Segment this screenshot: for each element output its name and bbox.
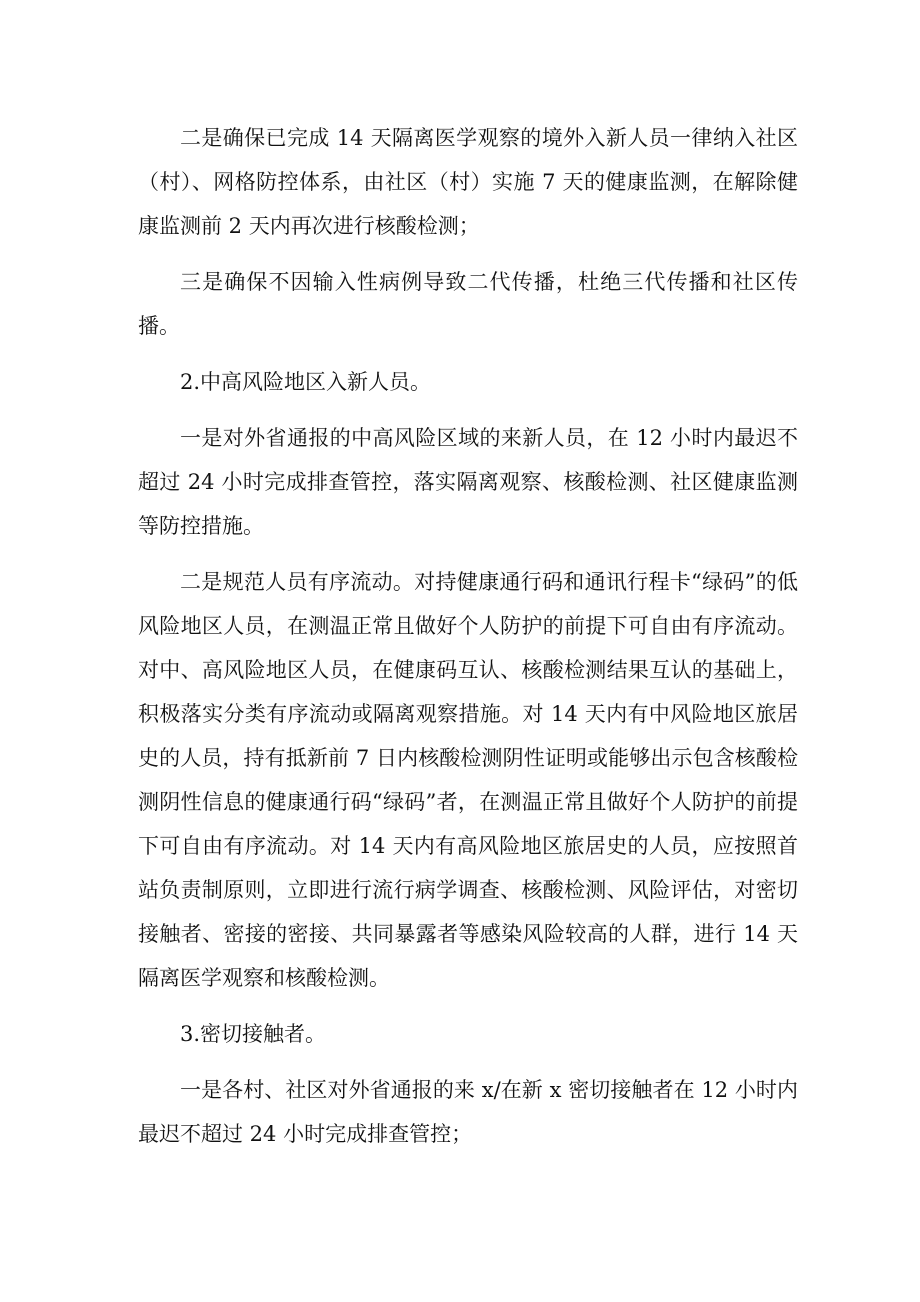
paragraph-5: 一是各村、社区对外省通报的来 x/在新 x 密切接触者在 12 小时内最迟不超过 24 小时完成排查管控； <box>138 1078 798 1146</box>
paragraph-4: 二是规范人员有序流动。对持健康通行码和通讯行程卡“绿码”的低风险地区人员，在测温正常且做好个人防护的前提下可自由有序流动。对中、高风险地区人员，在健康码互认、核酸检测结果互认的基础上，积极落实分类有序流动或隔离观察措施。对 14 天内有中风险地区旅居史的人员，持有抵新前 7 日内核酸检测阴性证明或能够出示包含核酸检测阴性信息的健康通行码“绿码”者，在测温正常且做好个人防护的前提下可自由有序流动。对 14 天内有高风险地区旅居史的人员，应按照首站负责制原则，立即进行流行病学调查、核酸检测、风险评估，对密切接触者、密接的密接、共同暴露者等感染风险较高的人群，进行 14 天隔离医学观察和核酸检测。 <box>138 570 798 990</box>
paragraph-2: 三是确保不因输入性病例导致二代传播，杜绝三代传播和社区传播。 <box>138 270 798 338</box>
paragraph-1: 二是确保已完成 14 天隔离医学观察的境外入新人员一律纳入社区（村）、网格防控体系，由社区（村）实施 7 天的健康监测，在解除健康监测前 2 天内再次进行核酸检测； <box>138 126 798 238</box>
paragraph-3: 一是对外省通报的中高风险区域的来新人员，在 12 小时内最迟不超过 24 小时完成排查管控，落实隔离观察、核酸检测、社区健康监测等防控措施。 <box>138 426 798 538</box>
section-heading-3: 3.密切接触者。 <box>180 1022 327 1046</box>
document-body <box>138 116 798 1168</box>
section-heading-2: 2.中高风险地区入新人员。 <box>180 370 432 394</box>
